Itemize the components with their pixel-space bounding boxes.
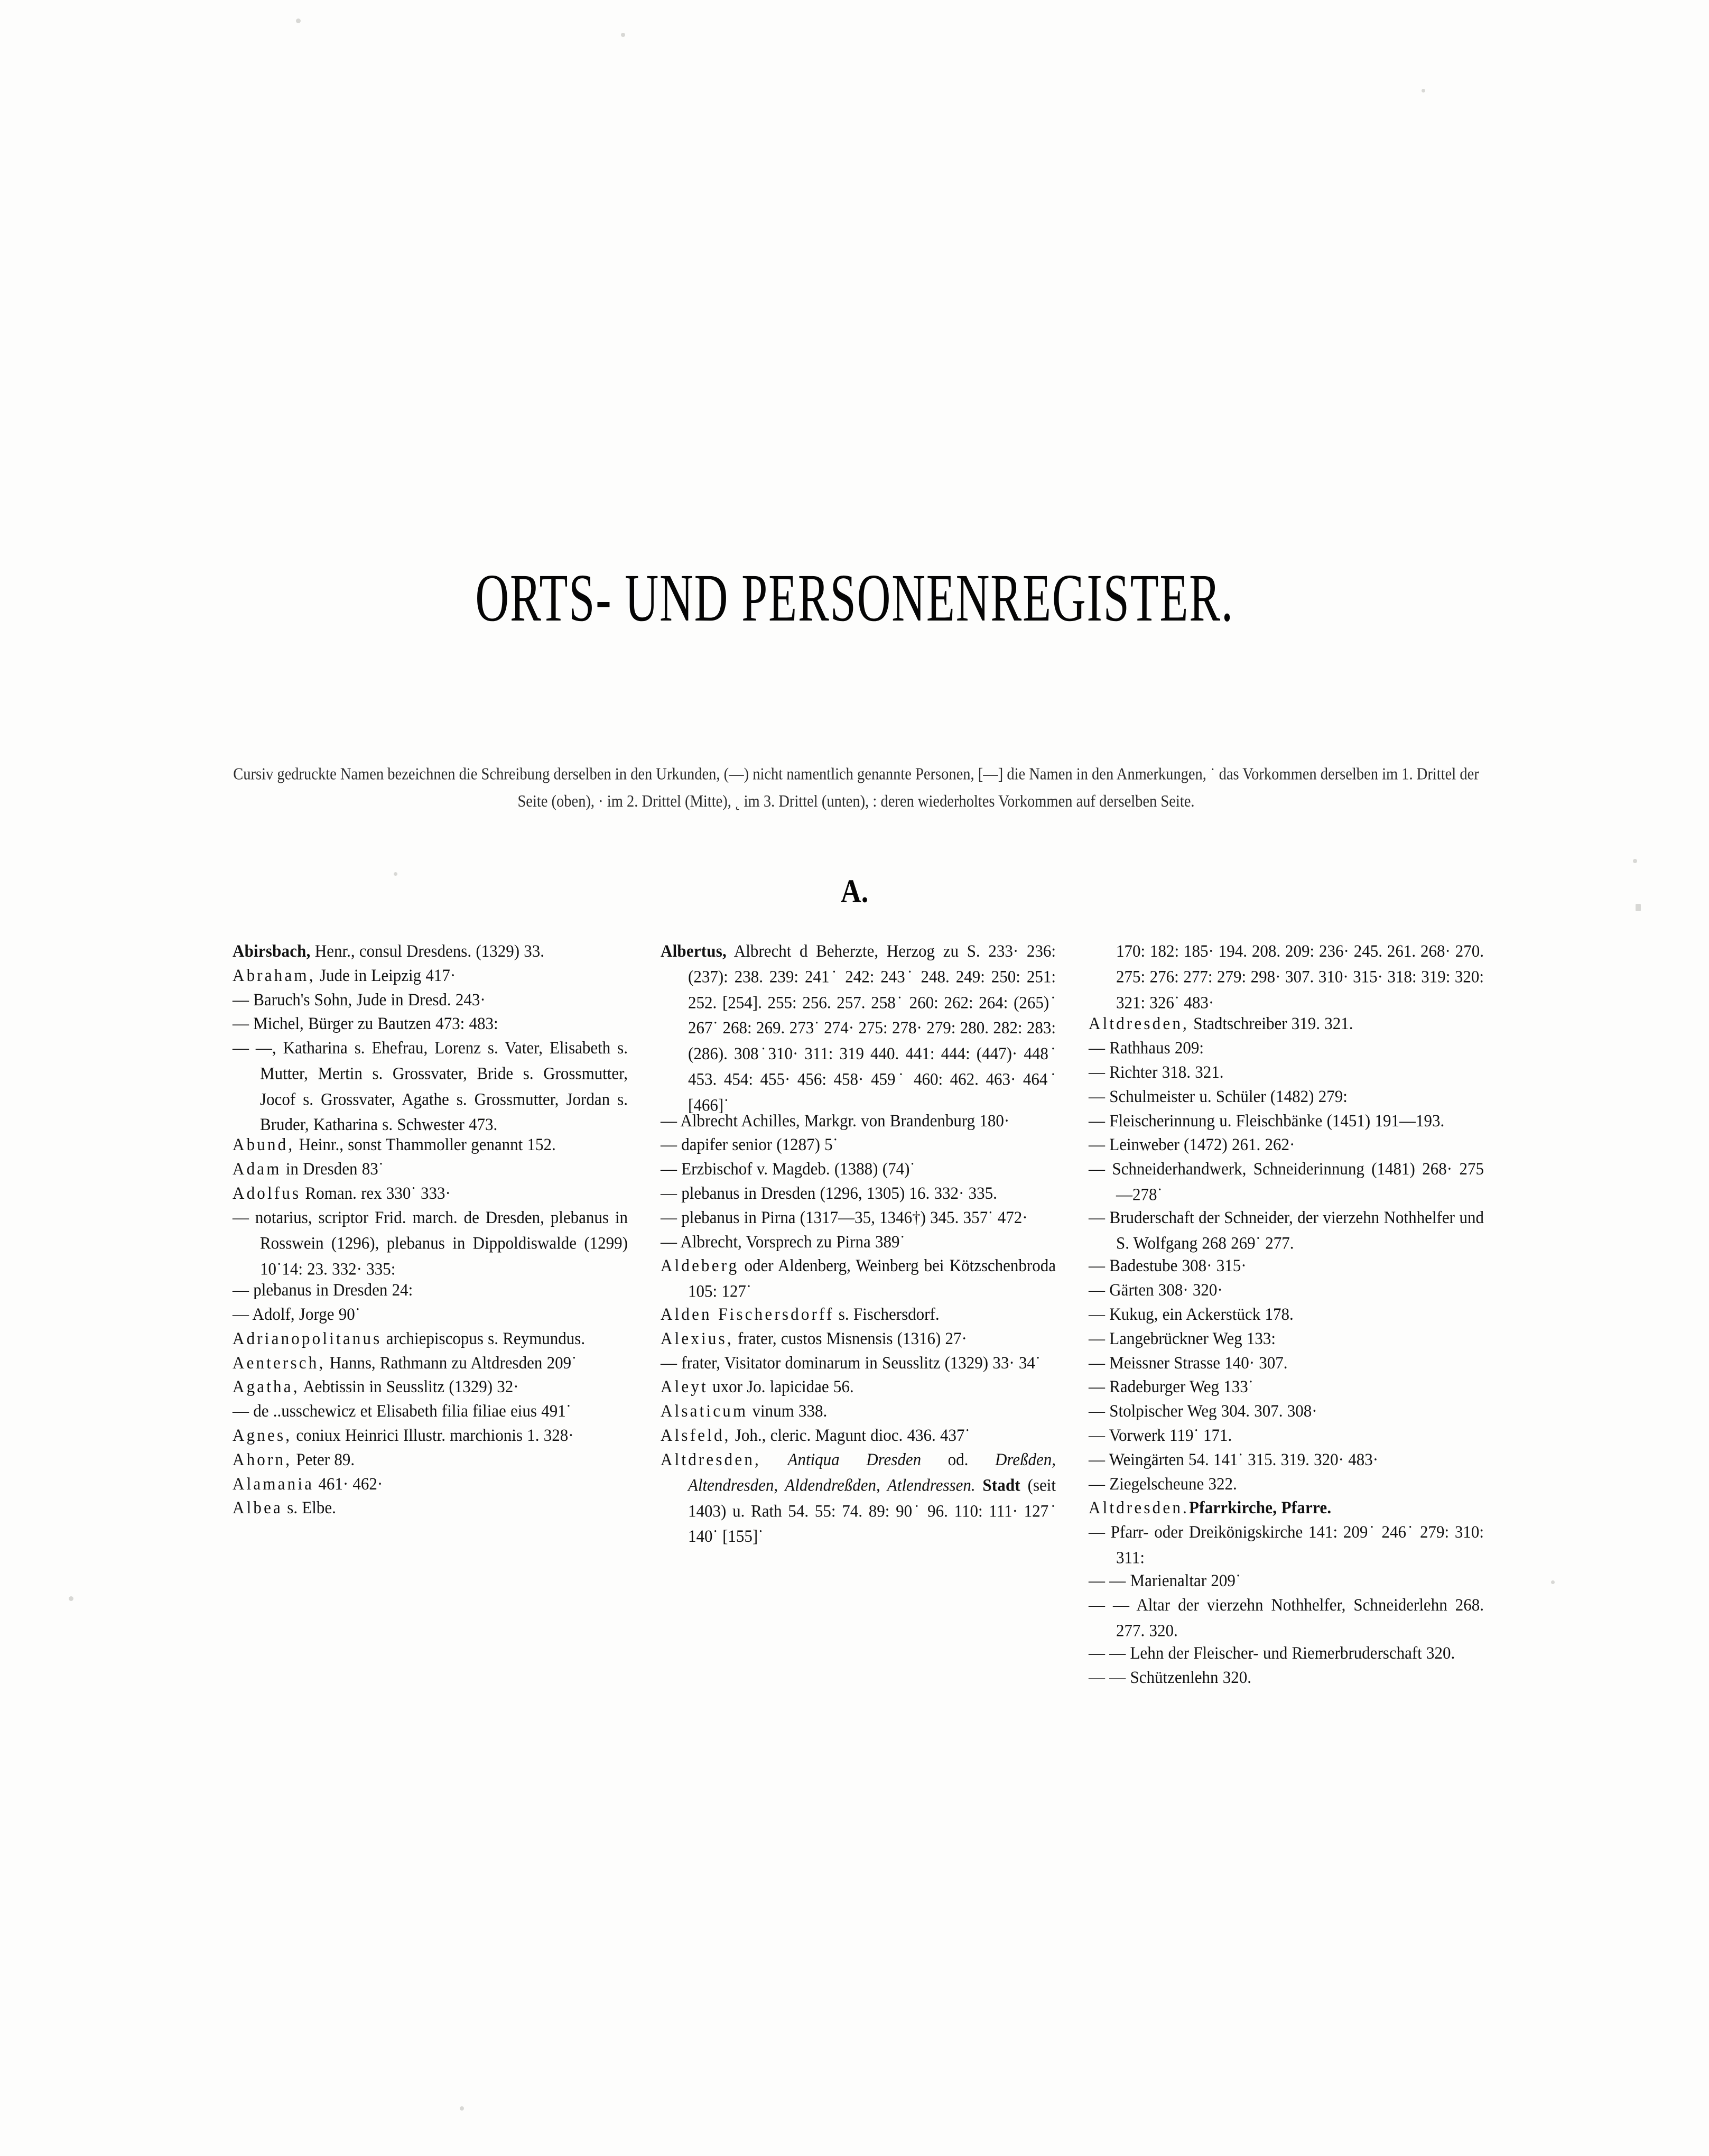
entry-headword: Ahorn, xyxy=(233,1449,292,1469)
entry-headword: — Badestube xyxy=(1089,1255,1178,1275)
entry-text: 320. xyxy=(1218,1667,1252,1687)
entry-headword: Abund, xyxy=(233,1134,295,1154)
entry-text: senior (1287) 5˙ xyxy=(728,1134,839,1154)
entry-text: Roman. rex 330˙ 333· xyxy=(301,1183,451,1203)
column-1 xyxy=(233,938,628,1689)
entry-headword: — frater, xyxy=(661,1352,720,1372)
entry-headword: Alsfeld, xyxy=(661,1425,731,1445)
entry-headword: — — Schützenlehn xyxy=(1089,1667,1219,1687)
entry-headword: Agatha, xyxy=(233,1376,300,1396)
entry-text: scriptor Frid. march. de Dresden, plebanus in Rosswein (1296), plebanus in Dippoldiswalde (1299) 10˙14: 23. 332· 335: xyxy=(260,1207,628,1279)
entry-text: in Pirna (1317—35, 1346†) 345. 357˙ 472· xyxy=(739,1207,1028,1227)
entry-text-run: od. xyxy=(921,1449,995,1469)
index-entry xyxy=(1089,1301,1484,1327)
index-entry xyxy=(1089,1011,1484,1037)
entry-headword: — — Lehn xyxy=(1089,1643,1164,1663)
entry-headword: — Ziegelscheune xyxy=(1089,1473,1204,1493)
entry-text: u. Schüler (1482) 279: xyxy=(1195,1086,1348,1106)
entry-headword: — —, xyxy=(233,1038,276,1058)
entry-text: Joh., cleric. Magunt dioc. 436. 437˙ xyxy=(730,1425,970,1445)
entry-headword: — dapifer xyxy=(661,1134,728,1154)
entry-headword: — — Marienaltar xyxy=(1089,1570,1207,1590)
index-entry xyxy=(1089,1519,1484,1570)
entry-text: in Dresden 24: xyxy=(311,1280,413,1300)
index-entry xyxy=(233,1180,628,1206)
entry-headword: — Pfarr- xyxy=(1089,1522,1149,1542)
index-entry xyxy=(233,1398,628,1424)
index-entry xyxy=(1089,1471,1484,1497)
scan-speck xyxy=(621,33,625,37)
entry-text: ein Ackerstück 178. xyxy=(1158,1304,1294,1324)
entry-headword: Altdresden. xyxy=(1089,1497,1189,1517)
scan-speck xyxy=(296,18,301,23)
entry-headword: — Rathhaus xyxy=(1089,1038,1171,1058)
entry-text: 209: xyxy=(1170,1038,1204,1058)
index-entry xyxy=(1089,938,1484,1015)
index-entry xyxy=(1089,1350,1484,1376)
entry-headword: Alden Fischersdorff xyxy=(661,1304,834,1324)
index-entry xyxy=(1089,1640,1484,1666)
index-entry xyxy=(1089,1277,1484,1303)
entry-text: (1472) 261. 262· xyxy=(1179,1134,1295,1154)
entry-text: ..usschewicz et Elisabeth filia filiae eius 491˙ xyxy=(268,1401,572,1421)
entry-headword: Alamania xyxy=(233,1473,314,1493)
index-entry xyxy=(1089,1132,1484,1158)
entry-headword: — notarius, xyxy=(233,1207,312,1227)
entry-headword: — Schneiderhandwerk, xyxy=(1089,1159,1247,1179)
index-entry xyxy=(1089,1422,1484,1448)
entry-text: Hanns, Rathmann zu Altdresden 209˙ xyxy=(325,1352,577,1372)
entry-text: Vorsprech zu Pirna 389˙ xyxy=(741,1231,905,1251)
entry-headword: Abraham, xyxy=(233,965,315,985)
entry-text: Heinr., sonst Thammoller genannt 152. xyxy=(294,1134,556,1154)
scan-speck xyxy=(1551,1580,1555,1584)
index-entry xyxy=(661,1205,1056,1230)
entry-headword: Altdresden, xyxy=(1089,1013,1189,1033)
entry-text: Jorge 90˙ xyxy=(294,1304,361,1324)
index-entry xyxy=(661,1301,1056,1327)
entry-headword: — plebanus xyxy=(661,1183,740,1203)
entry-headword: — Vorwerk xyxy=(1089,1425,1165,1445)
entry-text: der Fleischer- und Riemerbruderschaft 320. xyxy=(1164,1643,1455,1663)
index-entry xyxy=(661,1156,1056,1182)
entry-headword: — Erzbischof xyxy=(661,1159,753,1179)
entry-text: Visitator dominarum in Seusslitz (1329) 33· 34˙ xyxy=(720,1352,1041,1372)
entry-headword: — plebanus xyxy=(233,1280,312,1300)
entry-headword: — Weingärten xyxy=(1089,1449,1184,1469)
entry-headword: — Kukug, xyxy=(1089,1304,1158,1324)
entry-text: vinum 338. xyxy=(748,1401,828,1421)
index-entry xyxy=(661,1180,1056,1206)
entry-text: 170: 182: 185· 194. 208. 209: 236· 245. 261. 268· 270. 275: 276: 277: 279: 298· 307. 310· 315· 318: 319: 320: 321: 326˙ 483· xyxy=(1116,941,1484,1012)
entry-text: Weg 133˙ xyxy=(1185,1376,1254,1396)
entry-text: Weg 304. 307. 308· xyxy=(1183,1401,1317,1421)
index-entry xyxy=(233,963,628,988)
entry-text: v. Magdeb. (1388) (74)˙ xyxy=(752,1159,915,1179)
entry-headword: — Albrecht, xyxy=(661,1231,742,1251)
entry-text: oder Aldenberg, Weinberg bei Kötzschenbroda 105: 127˙ xyxy=(688,1255,1056,1301)
index-entry xyxy=(233,1422,628,1448)
entry-headword: Adrianopolitanus xyxy=(233,1328,382,1348)
index-entry xyxy=(1089,1398,1484,1424)
entry-headword: Aentersch, xyxy=(233,1352,326,1372)
entry-text: Albrecht d Beherzte, Herzog zu S. 233· 236: (237): 238. 239: 241˙ 242: 243˙ 248. 249: 250: 251: 252. [254]. 255: 256. 257. 258˙ 260: 262: 264: (265)˙ 267˙ 268: 269. 273˙ 274· 275: 278· 279: 280. 282: 283: (286). 308˙310· 311: 319 440. 441: 444: (447)· 448˙ 453. 454: 455· 456: 458· 459˙ 460: 462. 463· 464˙ [466]˙ xyxy=(688,941,1056,1115)
entry-text: 461· 462· xyxy=(314,1473,383,1493)
entry-headword: — Bruderschaft xyxy=(1089,1207,1194,1227)
entry-text: Stadtschreiber 319. 321. xyxy=(1188,1013,1353,1033)
entry-text: 308· 320· xyxy=(1154,1280,1223,1300)
entry-text: in Dresden (1296, 1305) 16. 332· 335. xyxy=(739,1183,997,1203)
index-entry xyxy=(661,1108,1056,1134)
entry-text: frater, custos Misnensis (1316) 27· xyxy=(733,1328,967,1348)
index-entry xyxy=(1089,1084,1484,1109)
entry-headword: Adam xyxy=(233,1159,282,1179)
entry-text: Weg 133: xyxy=(1208,1328,1276,1348)
index-entry xyxy=(661,1374,1056,1400)
entry-text: Bürger zu Bautzen 473: 483: xyxy=(303,1013,498,1033)
entry-headword: — plebanus xyxy=(661,1207,740,1227)
index-entry xyxy=(661,1447,1056,1549)
entry-text: Henr., consul Dresdens. (1329) 33. xyxy=(310,941,545,961)
entry-headword: — Richter xyxy=(1089,1062,1158,1082)
entry-text: Achilles, Markgr. von Brandenburg 180· xyxy=(738,1110,1010,1130)
entry-headword: Albea xyxy=(233,1497,283,1517)
index-entry xyxy=(1089,1253,1484,1279)
entry-headword: — Meissner xyxy=(1089,1352,1169,1372)
title-block xyxy=(0,559,1709,636)
index-entry xyxy=(661,1132,1056,1158)
index-columns xyxy=(233,938,1485,1689)
entry-headword: — Gärten xyxy=(1089,1280,1154,1300)
index-entry xyxy=(661,1326,1056,1352)
index-entry xyxy=(233,938,628,964)
index-entry xyxy=(233,1156,628,1182)
entry-headword: Alsaticum xyxy=(661,1401,748,1421)
index-entry xyxy=(233,1471,628,1497)
index-entry xyxy=(233,1011,628,1037)
entry-text: Strasse 140· 307. xyxy=(1169,1352,1288,1372)
index-entry xyxy=(233,1374,628,1400)
index-entry xyxy=(661,1229,1056,1255)
index-entry xyxy=(1089,1374,1484,1400)
index-entry xyxy=(1089,1592,1484,1643)
entry-text-run: Pfarrkirche, Pfarre. xyxy=(1188,1497,1332,1517)
entry-text: oder Dreikönigskirche 141: 209˙ 246˙ 279: 310: 311: xyxy=(1116,1522,1484,1568)
page-title: ORTS- UND PERSONENREGISTER. xyxy=(475,559,1234,636)
entry-headword: — Schulmeister xyxy=(1089,1086,1195,1106)
index-entry xyxy=(233,1350,628,1376)
column-2 xyxy=(661,938,1056,1689)
index-entry xyxy=(233,987,628,1013)
entry-text: coniux Heinrici Illustr. marchionis 1. 328· xyxy=(292,1425,574,1445)
entry-text-run: Antiqua Dresden xyxy=(787,1449,922,1469)
entry-text: der vierzehn Nothhelfer, Schneiderlehn 268. 277. 320. xyxy=(1116,1594,1484,1640)
index-entry xyxy=(661,938,1056,1118)
index-entry xyxy=(233,1495,628,1521)
index-entry xyxy=(1089,1059,1484,1085)
entry-text: 322. xyxy=(1204,1473,1237,1493)
entry-headword: Albertus, xyxy=(661,941,727,961)
entry-text: Aebtissin in Seusslitz (1329) 32· xyxy=(299,1376,519,1396)
index-entry xyxy=(233,1301,628,1327)
index-entry xyxy=(1089,1495,1484,1521)
entry-text-run: Dreßden, Altendresden, Aldendreßden, Atlendressen. xyxy=(688,1449,1056,1495)
entry-text: u. Fleischbänke (1451) 191—193. xyxy=(1215,1110,1445,1130)
section-letter: A. xyxy=(840,873,869,910)
legend-note-text: Cursiv gedruckte Namen bezeichnen die Schreibung derselben in den Urkunden, (—) nicht namentlich genannte Personen, [—] die Namen in den Anmerkungen, ˙ das Vorkommen derselben im 1. Drittel der Seite (oben), · im 2. Drittel (Mitte), ˛ im 3. Drittel (unten), : deren wiederholtes Vorkommen auf derselben Seite. xyxy=(233,765,1479,811)
index-entry xyxy=(661,1253,1056,1304)
entry-headword: Aleyt xyxy=(661,1376,708,1396)
entry-headword: — Leinweber xyxy=(1089,1134,1179,1154)
entry-text-run xyxy=(761,1449,788,1469)
entry-headword: Adolfus xyxy=(233,1183,301,1203)
scan-speck xyxy=(1633,859,1637,863)
entry-text: s. Fischersdorf. xyxy=(834,1304,940,1324)
index-entry xyxy=(1089,1664,1484,1690)
index-entry xyxy=(233,1035,628,1137)
index-entry xyxy=(1089,1326,1484,1352)
index-entry xyxy=(233,1447,628,1473)
index-entry xyxy=(1089,1156,1484,1207)
entry-text: 209˙ xyxy=(1206,1570,1241,1590)
index-entry xyxy=(233,1132,628,1158)
entry-text: Jude in Dresd. 243· xyxy=(352,989,486,1009)
entry-headword: — Fleischerinnung xyxy=(1089,1110,1215,1130)
entry-headword: — Langebrückner xyxy=(1089,1328,1209,1348)
entry-text: Katharina s. Ehefrau, Lorenz s. Vater, Elisabeth s. Mutter, Mertin s. Grossvater, Bride s. Grossmutter, Jocof s. Grossvater, Agathe s. Grossmutter, Jordan s. Bruder, Katharina s. Schwester 473. xyxy=(260,1038,628,1135)
entry-headword: — Radeburger xyxy=(1089,1376,1186,1396)
index-entry xyxy=(233,1326,628,1352)
entry-text: Schneiderinnung (1481) 268· 275—278˙ xyxy=(1116,1159,1484,1205)
entry-text: 119˙ 171. xyxy=(1165,1425,1232,1445)
entry-headword: Altdresden, xyxy=(661,1449,761,1469)
scan-speck xyxy=(460,2106,464,2111)
index-entry xyxy=(1089,1108,1484,1134)
entry-text: archiepiscopus s. Reymundus. xyxy=(382,1328,586,1348)
index-entry xyxy=(1089,1035,1484,1061)
scan-speck xyxy=(1422,89,1425,92)
entry-text: 308· 315· xyxy=(1177,1255,1247,1275)
entry-headword: — — Altar xyxy=(1089,1594,1171,1614)
entry-headword: — Adolf, xyxy=(233,1304,295,1324)
legend-note xyxy=(230,761,1482,816)
entry-text-run xyxy=(976,1475,983,1495)
entry-text: in Dresden 83˙ xyxy=(281,1159,384,1179)
entry-headword: — Stolpischer xyxy=(1089,1401,1183,1421)
entry-headword: — Albrecht xyxy=(661,1110,738,1130)
entry-text-run: Stadt xyxy=(982,1475,1020,1495)
index-entry xyxy=(1089,1568,1484,1594)
entry-text: Jude in Leipzig 417· xyxy=(315,965,456,985)
entry-text: 54. 141˙ 315. 319. 320· 483· xyxy=(1184,1449,1379,1469)
entry-headword: — de xyxy=(233,1401,269,1421)
entry-headword: — Michel, xyxy=(233,1013,304,1033)
entry-text: Peter 89. xyxy=(292,1449,355,1469)
entry-text: uxor Jo. lapicidae 56. xyxy=(708,1376,854,1396)
entry-text: s. Elbe. xyxy=(283,1497,336,1517)
entry-headword: Aldeberg xyxy=(661,1255,739,1275)
index-entry xyxy=(661,1350,1056,1376)
index-entry xyxy=(1089,1447,1484,1473)
entry-headword: Abirsbach, xyxy=(233,941,311,961)
index-entry xyxy=(1089,1205,1484,1256)
entry-text: der Schneider, der vierzehn Nothhelfer und S. Wolfgang 268 269˙ 277. xyxy=(1116,1207,1484,1253)
scan-speck xyxy=(69,1596,73,1601)
entry-text: 318. 321. xyxy=(1157,1062,1224,1082)
index-entry xyxy=(661,1398,1056,1424)
entry-headword: — Baruch's Sohn, xyxy=(233,989,352,1009)
index-entry xyxy=(661,1422,1056,1448)
entry-text-run: (seit 1403) u. Rath 54. 55: 74. 89: 90˙ 96. 110: 111· 127˙ 140˙ [155]˙ xyxy=(688,1475,1056,1546)
entry-headword: Agnes, xyxy=(233,1425,292,1445)
index-entry xyxy=(233,1205,628,1282)
index-entry xyxy=(233,1277,628,1303)
column-3 xyxy=(1089,938,1484,1689)
entry-headword: Alexius, xyxy=(661,1328,733,1348)
